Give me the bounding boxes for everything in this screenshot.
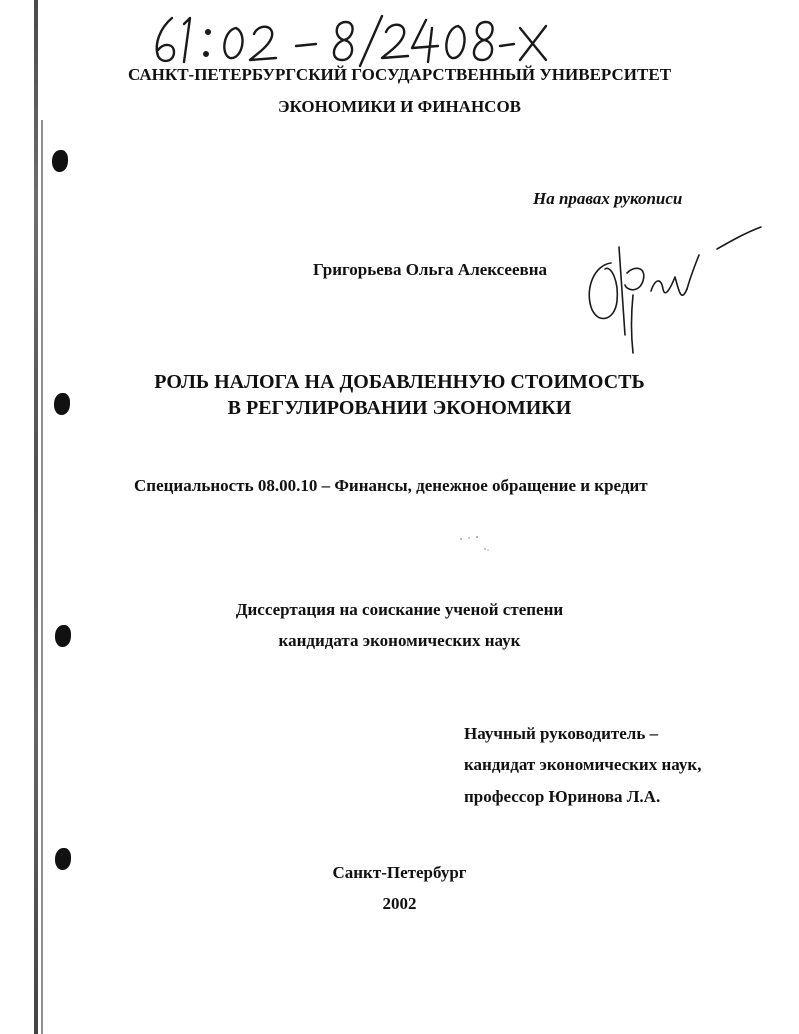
supervisor-line1: Научный руководитель – (464, 724, 659, 743)
dissertation-title-line1: РОЛЬ НАЛОГА НА ДОБАВЛЕННУЮ СТОИМОСТЬ (154, 371, 645, 393)
scan-specks (455, 533, 495, 553)
supervisor-line2: кандидат экономических наук, (464, 755, 702, 774)
manuscript-note: На правах рукописи (533, 189, 683, 208)
author-name: Григорьева Ольга Алексеевна (313, 260, 547, 279)
specialty: Специальность 08.00.10 – Финансы, денежное обращение и кредит (134, 476, 648, 495)
degree-line1: Диссертация на соискание ученой степени (235, 600, 564, 619)
handwritten-archive-code (150, 10, 550, 70)
year: 2002 (382, 894, 417, 913)
degree-line2: кандидата экономических наук (278, 631, 521, 650)
university-name-line2: ЭКОНОМИКИ И ФИНАНСОВ (277, 97, 522, 116)
punch-hole-mark (52, 150, 68, 172)
university-name-line1: САНКТ-ПЕТЕРБУРГСКИЙ ГОСУДАРСТВЕННЫЙ УНИВЕРСИТЕТ (127, 65, 672, 84)
city: Санкт-Петербург (332, 863, 467, 882)
supervisor-line3: профессор Юринова Л.А. (464, 787, 661, 806)
dissertation-title-line2: В РЕГУЛИРОВАНИИ ЭКОНОМИКИ (227, 397, 572, 419)
author-signature (575, 225, 765, 355)
